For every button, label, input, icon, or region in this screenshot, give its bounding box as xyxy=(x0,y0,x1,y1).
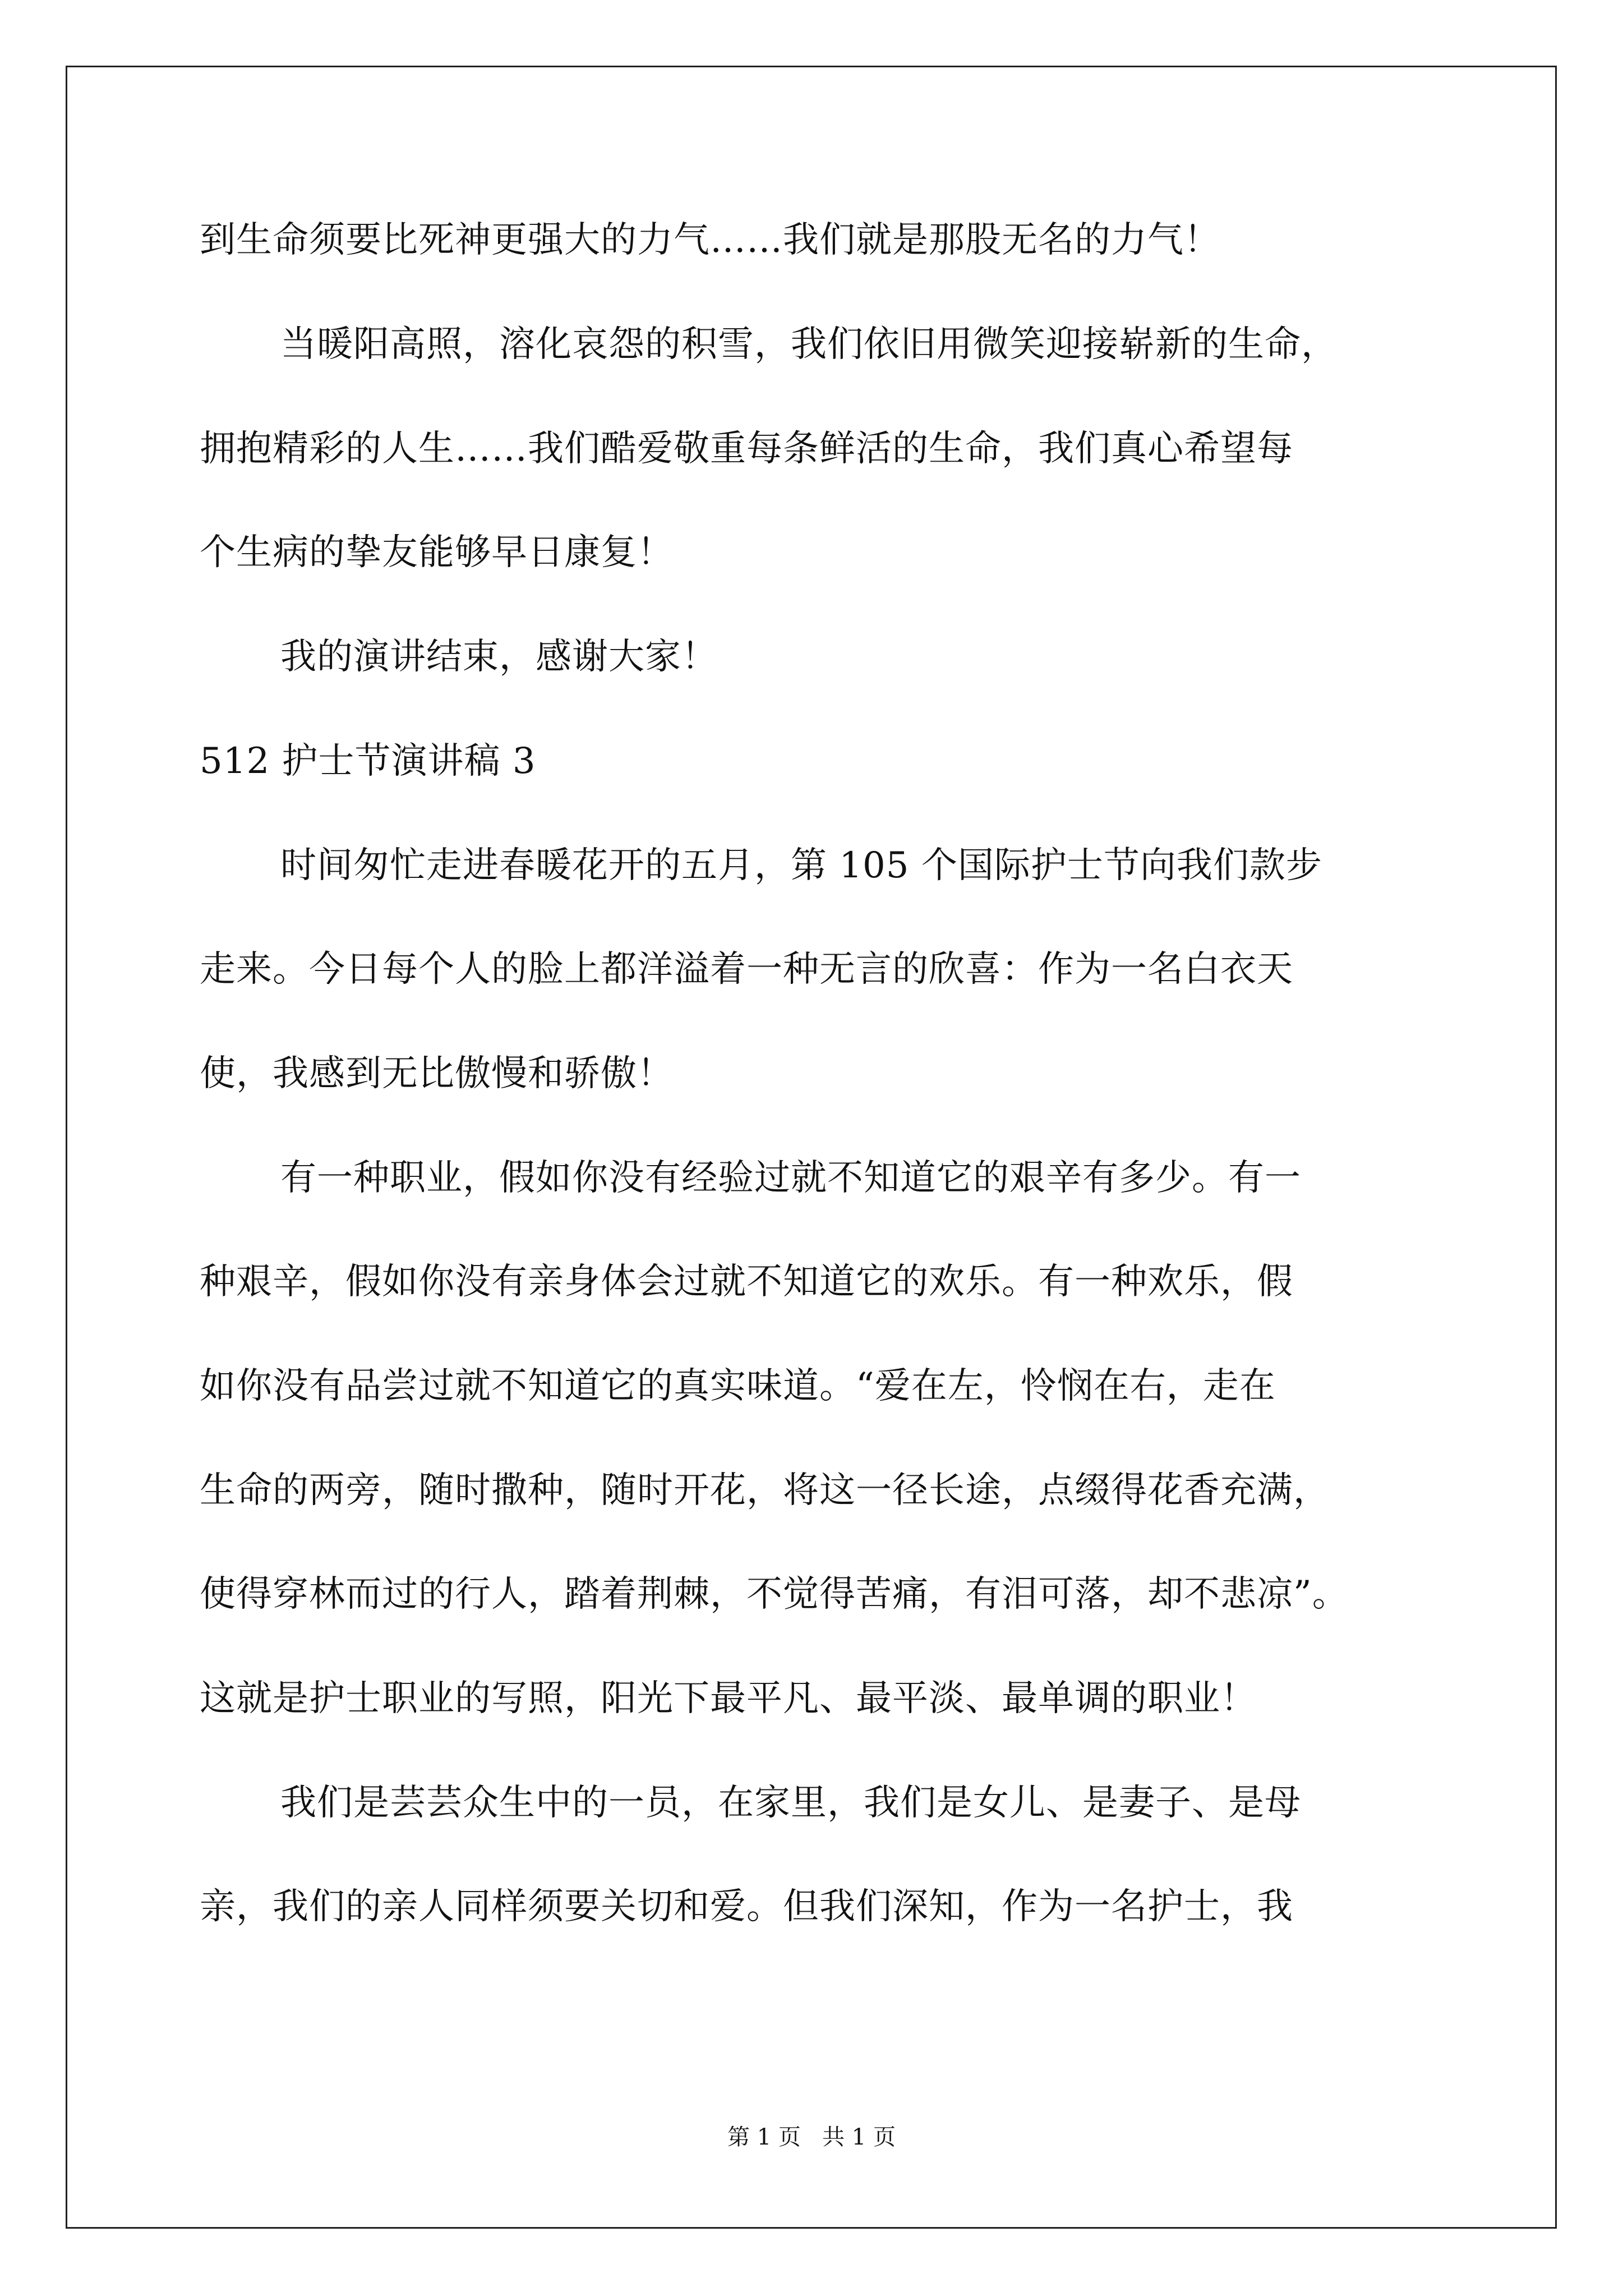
paragraph-line: 我的演讲结束，感谢大家！ xyxy=(280,636,718,678)
paragraph-line: 当暖阳高照，溶化哀怨的积雪，我们依旧用微笑迎接崭新的生命， xyxy=(280,324,1338,365)
paragraph-line: 生命的两旁，随时撒种，随时开花，将这一径长途，点缀得花香充满， xyxy=(200,1470,1330,1511)
paragraph-line: 使得穿林而过的行人，踏着荆棘，不觉得苦痛，有泪可落，却不悲凉”。 xyxy=(200,1573,1349,1615)
paragraph-line: 这就是护士职业的写照，阳光下最平凡、最平淡、最单调的职业！ xyxy=(200,1678,1257,1719)
paragraph-line: 有一种职业，假如你没有经验过就不知道它的艰辛有多少。有一 xyxy=(280,1157,1301,1199)
paragraph-line: 亲，我们的亲人同样须要关切和爱。但我们深知，作为一名护士，我 xyxy=(200,1886,1293,1927)
paragraph-line: 走来。今日每个人的脸上都洋溢着一种无言的欣喜：作为一名白衣天 xyxy=(200,949,1293,990)
paragraph-line: 如你没有品尝过就不知道它的真实味道。“爱在左，怜悯在右，走在 xyxy=(200,1365,1276,1407)
paragraph-line: 种艰辛，假如你没有亲身体会过就不知道它的欢乐。有一种欢乐，假 xyxy=(200,1261,1293,1303)
paragraph-line: 个生病的挚友能够早日康复！ xyxy=(200,532,674,573)
paragraph-line: 拥抱精彩的人生……我们酷爱敬重每条鲜活的生命，我们真心希望每 xyxy=(200,428,1293,470)
page-footer: 第 1 页 共 1 页 xyxy=(727,2124,896,2150)
section-heading: 512 护士节演讲稿 3 xyxy=(200,740,536,782)
paragraph-line: 时间匆忙走进春暖花开的五月，第 105 个国际护士节向我们款步 xyxy=(280,845,1322,886)
paragraph-line: 使，我感到无比傲慢和骄傲！ xyxy=(200,1053,674,1094)
paragraph-line: 到生命须要比死神更强大的力气……我们就是那股无名的力气！ xyxy=(200,219,1220,261)
paragraph-line: 我们是芸芸众生中的一员，在家里，我们是女儿、是妻子、是母 xyxy=(280,1782,1301,1824)
